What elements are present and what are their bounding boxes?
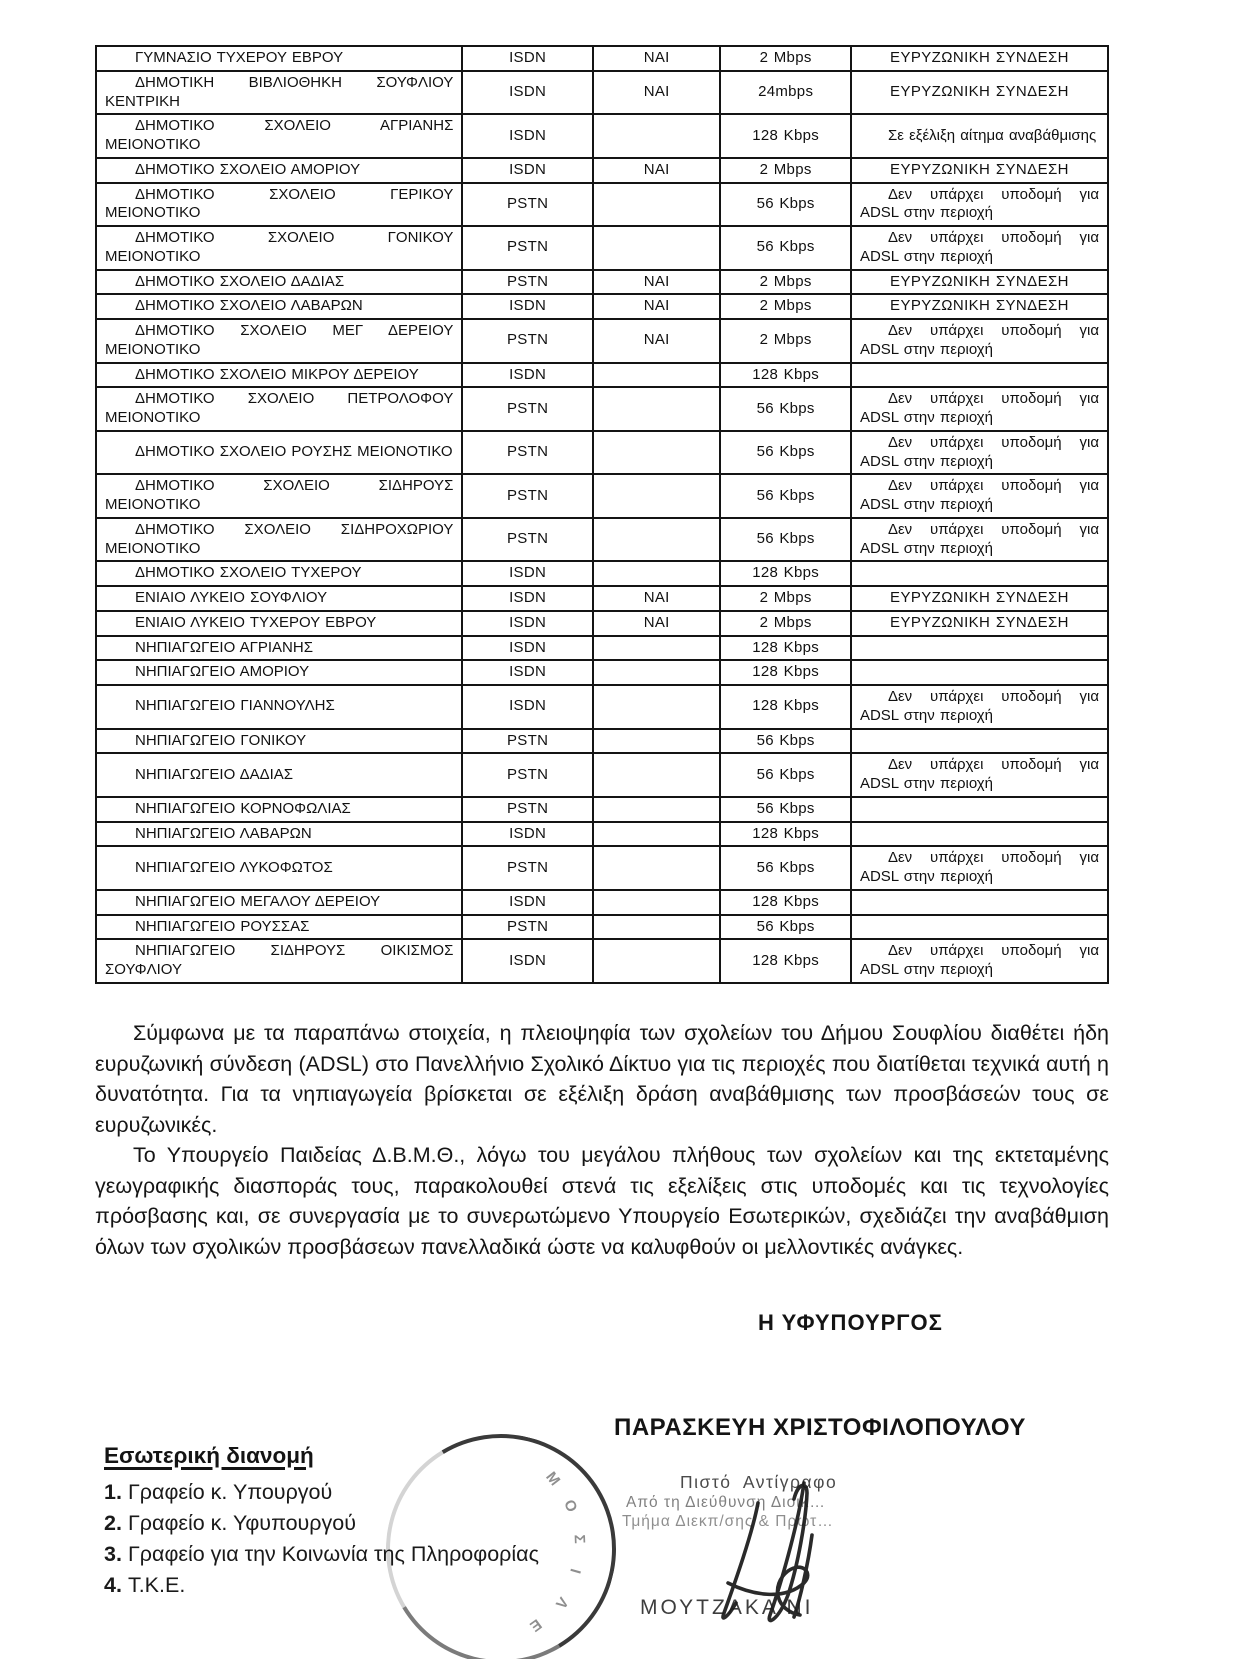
connection-type-cell: PSTN [462,729,593,754]
distribution-item-text: Γραφείο κ. Υφυπουργού [127,1511,357,1535]
status-cell: Δεν υπάρχει υποδομή για ADSL στην περιοχή [851,387,1108,431]
speed-cell: 128 Kbps [720,685,851,729]
nai-flag-cell [593,431,721,475]
school-name-cell: ΝΗΠΙΑΓΩΓΕΙΟ ΡΟΥΣΣΑΣ [96,915,462,940]
school-name-cell: ΝΗΠΙΑΓΩΓΕΙΟ ΛΥΚΟΦΩΤΟΣ [96,846,462,890]
school-name-cell: ΕΝΙΑΙΟ ΛΥΚΕΙΟ ΤΥΧΕΡΟΥ ΕΒΡΟΥ [96,611,462,636]
connection-type-cell: PSTN [462,846,593,890]
connection-type-cell: PSTN [462,915,593,940]
table-row [96,71,1108,115]
connection-type-cell: PSTN [462,474,593,518]
status-cell [851,915,1108,940]
status-cell: Δεν υπάρχει υποδομή για ADSL στην περιοχή [851,226,1108,270]
table-row [96,915,1108,940]
speed-cell: 56 Kbps [720,797,851,822]
nai-flag-cell [593,636,721,661]
status-cell [851,729,1108,754]
distribution-item-text: Γραφείο για την Κοινωνία της Πληροφορίας [127,1542,539,1566]
table-row [96,226,1108,270]
table-row [96,939,1108,983]
connection-type-cell: PSTN [462,319,593,363]
school-name-cell: ΔΗΜΟΤΙΚΟ ΣΧΟΛΕΙΟ ΡΟΥΣΗΣ ΜΕΙΟΝΟΤΙΚΟ [96,431,462,475]
connection-type-cell: ISDN [462,685,593,729]
status-cell [851,636,1108,661]
stamp-curved-letter: Σ [570,1534,588,1544]
school-name-cell: ΝΗΠΙΑΓΩΓΕΙΟ ΑΓΡΙΑΝΗΣ [96,636,462,661]
table-row [96,431,1108,475]
table-row [96,183,1108,227]
school-name-cell: ΔΗΜΟΤΙΚΟ ΣΧΟΛΕΙΟ ΑΜΟΡΙΟΥ [96,158,462,183]
speed-cell: 128 Kbps [720,660,851,685]
speed-cell: 128 Kbps [720,114,851,158]
speed-cell: 2 Mbps [720,46,851,71]
stamp-curved-letter: Μ [542,1468,564,1490]
school-name-cell: ΔΗΜΟΤΙΚΟ ΣΧΟΛΕΙΟ ΑΓΡΙΑΝΗΣ ΜΕΙΟΝΟΤΙΚΟ [96,114,462,158]
school-name-cell: ΔΗΜΟΤΙΚΟ ΣΧΟΛΕΙΟ ΜΕΓ ΔΕΡΕΙΟΥ ΜΕΙΟΝΟΤΙΚΟ [96,319,462,363]
speed-cell: 2 Mbps [720,611,851,636]
nai-flag-cell [593,822,721,847]
table-row [96,158,1108,183]
school-name-cell: ΔΗΜΟΤΙΚΟ ΣΧΟΛΕΙΟ ΜΙΚΡΟΥ ΔΕΡΕΙΟΥ [96,363,462,388]
table-row [96,660,1108,685]
table-row [96,753,1108,797]
school-name-cell: ΝΗΠΙΑΓΩΓΕΙΟ ΚΟΡΝΟΦΩΛΙΑΣ [96,797,462,822]
connection-type-cell: ISDN [462,71,593,115]
school-name-cell: ΝΗΠΙΑΓΩΓΕΙΟ ΛΑΒΑΡΩΝ [96,822,462,847]
status-cell: ΕΥΡΥΖΩΝΙΚΗ ΣΥΝΔΕΣΗ [851,586,1108,611]
nai-flag-cell [593,797,721,822]
table-row [96,822,1108,847]
status-cell: Δεν υπάρχει υποδομή για ADSL στην περιοχή [851,319,1108,363]
nai-flag-cell [593,183,721,227]
school-name-cell: ΔΗΜΟΤΙΚΟ ΣΧΟΛΕΙΟ ΓΟΝΙΚΟΥ ΜΕΙΟΝΟΤΙΚΟ [96,226,462,270]
speed-cell: 56 Kbps [720,753,851,797]
nai-flag-cell [593,474,721,518]
status-cell: ΕΥΡΥΖΩΝΙΚΗ ΣΥΝΔΕΣΗ [851,270,1108,295]
distribution-item-number: 1. [104,1480,122,1504]
nai-flag-cell [593,518,721,562]
internal-distribution [104,1443,624,1601]
speed-cell: 56 Kbps [720,226,851,270]
distribution-item [104,1477,624,1508]
speed-cell: 2 Mbps [720,586,851,611]
status-cell: ΕΥΡΥΖΩΝΙΚΗ ΣΥΝΔΕΣΗ [851,46,1108,71]
speed-cell: 2 Mbps [720,158,851,183]
table-row [96,729,1108,754]
school-name-cell: ΔΗΜΟΤΙΚΟ ΣΧΟΛΕΙΟ ΤΥΧΕΡΟΥ [96,561,462,586]
school-name-cell: ΔΗΜΟΤΙΚΟ ΣΧΟΛΕΙΟ ΣΙΔΗΡΟΥΣ ΜΕΙΟΝΟΤΙΚΟ [96,474,462,518]
nai-flag-cell [593,660,721,685]
table-row [96,387,1108,431]
table-row [96,294,1108,319]
distribution-item-number: 4. [104,1573,122,1597]
certified-copy-line: Πιστό Αντίγραφο [680,1472,838,1492]
table-row [96,846,1108,890]
speed-cell: 56 Kbps [720,431,851,475]
connection-type-cell: ISDN [462,660,593,685]
certifying-officer-name: ΜΟΥΤΖΑΚΑ ΝΙ [640,1596,814,1619]
school-name-cell: ΝΗΠΙΑΓΩΓΕΙΟ ΑΜΟΡΙΟΥ [96,660,462,685]
connection-type-cell: PSTN [462,431,593,475]
connection-type-cell: PSTN [462,183,593,227]
nai-flag-cell [593,753,721,797]
status-cell [851,561,1108,586]
nai-flag-cell: ΝΑΙ [593,71,721,115]
table-row [96,114,1108,158]
distribution-item-text: Τ.Κ.Ε. [127,1573,186,1597]
connection-type-cell: ISDN [462,611,593,636]
table-row [96,586,1108,611]
status-cell [851,363,1108,388]
table-row [96,636,1108,661]
school-name-cell: ΔΗΜΟΤΙΚΟ ΣΧΟΛΕΙΟ ΣΙΔΗΡΟΧΩΡΙΟΥ ΜΕΙΟΝΟΤΙΚΟ [96,518,462,562]
school-name-cell: ΔΗΜΟΤΙΚΟ ΣΧΟΛΕΙΟ ΓΕΡΙΚΟΥ ΜΕΙΟΝΟΤΙΚΟ [96,183,462,227]
nai-flag-cell [593,561,721,586]
nai-flag-cell [593,939,721,983]
connection-type-cell: ISDN [462,939,593,983]
speed-cell: 128 Kbps [720,636,851,661]
nai-flag-cell [593,915,721,940]
school-name-cell: ΝΗΠΙΑΓΩΓΕΙΟ ΔΑΔΙΑΣ [96,753,462,797]
nai-flag-cell [593,226,721,270]
connection-type-cell: PSTN [462,226,593,270]
nai-flag-cell: ΝΑΙ [593,611,721,636]
status-cell: Δεν υπάρχει υποδομή για ADSL στην περιοχή [851,518,1108,562]
nai-flag-cell [593,846,721,890]
table-row [96,685,1108,729]
status-cell: ΕΥΡΥΖΩΝΙΚΗ ΣΥΝΔΕΣΗ [851,611,1108,636]
distribution-item-number: 3. [104,1542,122,1566]
distribution-heading: Εσωτερική διανομή [104,1443,314,1468]
speed-cell: 56 Kbps [720,846,851,890]
connection-type-cell: ISDN [462,890,593,915]
distribution-item [104,1570,624,1601]
speed-cell: 2 Mbps [720,319,851,363]
table-row [96,270,1108,295]
school-name-cell: ΔΗΜΟΤΙΚΟ ΣΧΟΛΕΙΟ ΛΑΒΑΡΩΝ [96,294,462,319]
stamp-curved-letter: Ε [526,1615,545,1635]
school-name-cell: ΝΗΠΙΑΓΩΓΕΙΟ ΓΟΝΙΚΟΥ [96,729,462,754]
distribution-item [104,1508,624,1539]
table-row [96,797,1108,822]
status-cell: ΕΥΡΥΖΩΝΙΚΗ ΣΥΝΔΕΣΗ [851,71,1108,115]
schools-connectivity-table [95,45,1109,984]
schools-table-body [96,46,1108,983]
distribution-item-text: Γραφείο κ. Υπουργού [127,1480,333,1504]
connection-type-cell: PSTN [462,797,593,822]
connection-type-cell: ISDN [462,586,593,611]
speed-cell: 56 Kbps [720,474,851,518]
speed-cell: 56 Kbps [720,915,851,940]
nai-flag-cell [593,890,721,915]
status-cell: Δεν υπάρχει υποδομή για ADSL στην περιοχή [851,846,1108,890]
connection-type-cell: ISDN [462,46,593,71]
distribution-item-number: 2. [104,1511,122,1535]
school-name-cell: ΔΗΜΟΤΙΚΟ ΣΧΟΛΕΙΟ ΔΑΔΙΑΣ [96,270,462,295]
paragraph: Σύμφωνα με τα παραπάνω στοιχεία, η πλειοψηφία των σχολείων του Δήμου Σουφλίου διαθέτει ήδη ευρυζωνική σύνδεση (ADSL) στο Πανελλήνιο Σχολικό Δίκτυο για τις περιοχές που διατίθεται τεχνικά αυτή η δυνατότητα. Για τα νηπιαγωγεία βρίσκεται σε εξέλιξη δράση αναβάθμισης των προσβάσεών τους σε ευρυζωνικές. [95,1021,1109,1137]
school-name-cell: ΝΗΠΙΑΓΩΓΕΙΟ ΣΙΔΗΡΟΥΣ ΟΙΚΙΣΜΟΣ ΣΟΥΦΛΙΟΥ [96,939,462,983]
connection-type-cell: ISDN [462,822,593,847]
connection-type-cell: PSTN [462,518,593,562]
connection-type-cell: ISDN [462,363,593,388]
speed-cell: 128 Kbps [720,939,851,983]
connection-type-cell: ISDN [462,158,593,183]
status-cell [851,660,1108,685]
table-row [96,890,1108,915]
connection-type-cell: ISDN [462,294,593,319]
nai-flag-cell: ΝΑΙ [593,319,721,363]
nai-flag-cell [593,114,721,158]
nai-flag-cell [593,387,721,431]
speed-cell: 24mbps [720,71,851,115]
status-cell: Δεν υπάρχει υποδομή για ADSL στην περιοχή [851,431,1108,475]
speed-cell: 56 Kbps [720,518,851,562]
school-name-cell: ΓΥΜΝΑΣΙΟ ΤΥΧΕΡΟΥ ΕΒΡΟΥ [96,46,462,71]
status-cell: Δεν υπάρχει υποδομή για ADSL στην περιοχή [851,753,1108,797]
status-cell [851,797,1108,822]
status-cell [851,822,1108,847]
nai-flag-cell: ΝΑΙ [593,586,721,611]
paragraph: Το Υπουργείο Παιδείας Δ.Β.Μ.Θ., λόγω του μεγάλου πλήθους των σχολείων και της εκτεταμένης γεωγραφικής διασποράς τους, παρακολουθεί στενά τις εξελίξεις στις υποδομές και τις τεχνολογίες πρόσβασης και, σε συνεργασία με το συνερωτώμενο Υπουργείο Εσωτερικών, σχεδιάζει την αναβάθμιση όλων των σχολικών προσβάσεων πανελλαδικά ώστε να καλυφθούν οι μελλοντικές ανάγκες. [95,1143,1109,1259]
table-row [96,363,1108,388]
certifying-directorate-line: Από τη Διεύθυνση Διοικ… [626,1494,826,1511]
school-name-cell: ΝΗΠΙΑΓΩΓΕΙΟ ΜΕΓΑΛΟΥ ΔΕΡΕΙΟΥ [96,890,462,915]
nai-flag-cell [593,685,721,729]
speed-cell: 128 Kbps [720,363,851,388]
certifying-department-line: Τμήμα Διεκπ/σης & Πρωτ… [622,1513,834,1530]
speed-cell: 56 Kbps [720,387,851,431]
status-cell: ΕΥΡΥΖΩΝΙΚΗ ΣΥΝΔΕΣΗ [851,294,1108,319]
table-row [96,518,1108,562]
status-cell: Δεν υπάρχει υποδομή για ADSL στην περιοχή [851,685,1108,729]
body-paragraphs [95,1018,1109,1262]
speed-cell: 128 Kbps [720,561,851,586]
stamp-curved-letter: Ι [566,1566,584,1576]
connection-type-cell: ISDN [462,114,593,158]
connection-type-cell: ISDN [462,636,593,661]
table-row [96,561,1108,586]
school-name-cell: ΕΝΙΑΙΟ ΛΥΚΕΙΟ ΣΟΥΦΛΙΟΥ [96,586,462,611]
stamp-curved-letter: Ο [560,1497,581,1515]
table-row [96,611,1108,636]
status-cell: Δεν υπάρχει υποδομή για ADSL στην περιοχή [851,939,1108,983]
speed-cell: 56 Kbps [720,183,851,227]
status-cell: ΕΥΡΥΖΩΝΙΚΗ ΣΥΝΔΕΣΗ [851,158,1108,183]
connection-type-cell: ISDN [462,561,593,586]
status-cell: Σε εξέλιξη αίτημα αναβάθμισης [851,114,1108,158]
status-cell: Δεν υπάρχει υποδομή για ADSL στην περιοχή [851,474,1108,518]
connection-type-cell: PSTN [462,753,593,797]
table-row [96,319,1108,363]
status-cell [851,890,1108,915]
nai-flag-cell [593,729,721,754]
signatory-name: ΠΑΡΑΣΚΕΥΗ ΧΡΙΣΤΟΦΙΛΟΠΟΥΛΟΥ [614,1414,1026,1441]
speed-cell: 2 Mbps [720,270,851,295]
school-name-cell: ΔΗΜΟΤΙΚΟ ΣΧΟΛΕΙΟ ΠΕΤΡΟΛΟΦΟΥ ΜΕΙΟΝΟΤΙΚΟ [96,387,462,431]
connection-type-cell: PSTN [462,387,593,431]
school-name-cell: ΝΗΠΙΑΓΩΓΕΙΟ ΓΙΑΝΝΟΥΛΗΣ [96,685,462,729]
connection-type-cell: PSTN [462,270,593,295]
status-cell: Δεν υπάρχει υποδομή για ADSL στην περιοχή [851,183,1108,227]
table-row [96,46,1108,71]
nai-flag-cell: ΝΑΙ [593,158,721,183]
distribution-item [104,1539,624,1570]
nai-flag-cell: ΝΑΙ [593,270,721,295]
speed-cell: 2 Mbps [720,294,851,319]
speed-cell: 128 Kbps [720,822,851,847]
nai-flag-cell: ΝΑΙ [593,46,721,71]
stamp-curved-letter: Λ [551,1593,572,1612]
nai-flag-cell: ΝΑΙ [593,294,721,319]
signatory-role: Η ΥΦΥΠΟΥΡΓΟΣ [758,1310,943,1335]
table-row [96,474,1108,518]
speed-cell: 128 Kbps [720,890,851,915]
school-name-cell: ΔΗΜΟΤΙΚΗ ΒΙΒΛΙΟΘΗΚΗ ΣΟΥΦΛΙΟΥ ΚΕΝΤΡΙΚΗ [96,71,462,115]
nai-flag-cell [593,363,721,388]
speed-cell: 56 Kbps [720,729,851,754]
